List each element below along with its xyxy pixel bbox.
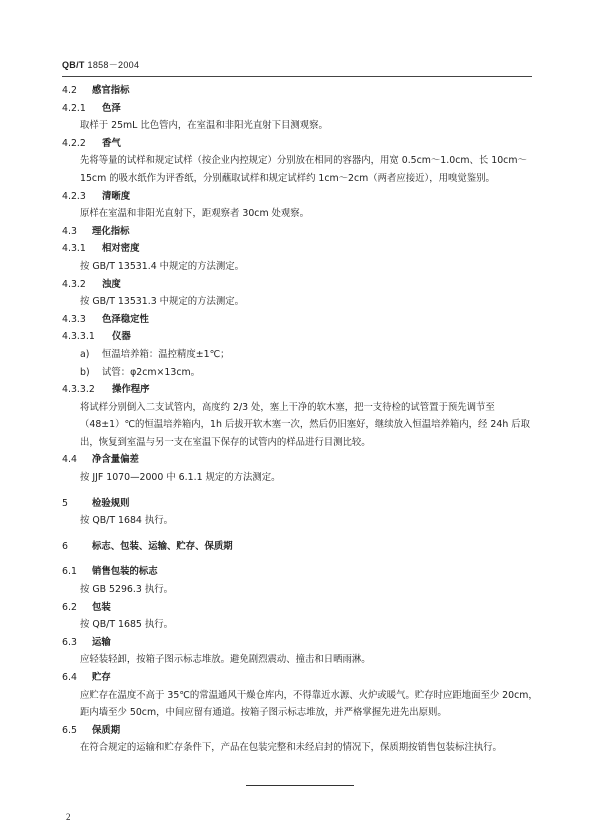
section-title: 色泽 bbox=[102, 102, 121, 114]
section-title: 检验规则 bbox=[92, 497, 130, 509]
paragraph: 将试样分别倒入二支试管内，高度约 2/3 处，塞上干净的软木塞，把一支待检的试管置于预先调节至（48±1）℃的恒温培养箱内，1h 后拔开软木塞一次，然后仍旧塞好，继续放入恒温培养箱内，经 24h 后取出，恢复到室温与另一支在室温下保存的试管内的样品进行目测比较。 bbox=[80, 401, 530, 448]
header-rule bbox=[62, 76, 532, 77]
section-title: 色泽稳定性 bbox=[102, 313, 149, 325]
list-item bbox=[62, 346, 540, 364]
section-title: 运输 bbox=[92, 636, 111, 648]
section-title: 香气 bbox=[102, 137, 121, 149]
section-title: 清晰度 bbox=[102, 190, 131, 202]
end-rule bbox=[246, 785, 354, 786]
section-number: 4.3.3.1 bbox=[62, 331, 95, 343]
section-title: 操作程序 bbox=[112, 384, 150, 396]
paragraph: 原样在室温和非阳光直射下，距观察者 30cm 处观察。 bbox=[80, 208, 310, 220]
section-title: 保质期 bbox=[92, 724, 121, 736]
section-title: 贮存 bbox=[92, 672, 111, 683]
paragraph: 按 QB/T 1685 执行。 bbox=[80, 619, 173, 631]
section-title: 理化指标 bbox=[92, 225, 130, 237]
section-heading bbox=[62, 82, 540, 100]
section-heading bbox=[62, 188, 540, 206]
paragraph: 按 QB/T 1684 执行。 bbox=[80, 515, 173, 527]
section-heading bbox=[62, 381, 540, 399]
document-body bbox=[62, 82, 540, 757]
section-heading bbox=[62, 223, 540, 241]
section-gap bbox=[62, 487, 540, 495]
section-heading bbox=[62, 599, 540, 617]
list-item-label: b) bbox=[80, 366, 90, 378]
section-heading bbox=[62, 495, 540, 513]
section-gap bbox=[62, 530, 540, 538]
section-title: 感官指标 bbox=[92, 85, 130, 96]
section-number: 6.4 bbox=[62, 672, 77, 683]
section-number: 4.2 bbox=[62, 85, 77, 96]
section-heading bbox=[62, 722, 540, 740]
section-heading bbox=[62, 135, 540, 153]
paragraph: 按 GB/T 13531.3 中规定的方法测定。 bbox=[80, 296, 245, 308]
standard-header bbox=[62, 58, 139, 71]
section-heading bbox=[62, 328, 540, 346]
section-heading bbox=[62, 451, 540, 469]
paragraph: 先将等量的试样和规定试样（按企业内控规定）分别放在相同的容器内，用宽 0.5cm～1.0cm、长 10cm～15cm 的吸水纸作为评香纸，分别蘸取试样和规定试样约 1cm～2cm（两者应接近），用嗅觉鉴别。 bbox=[80, 155, 527, 184]
section-number: 4.2.3 bbox=[62, 190, 86, 202]
section-heading bbox=[62, 240, 540, 258]
section-number: 6.3 bbox=[62, 636, 77, 648]
section-number: 6.5 bbox=[62, 724, 77, 736]
paragraph: 应贮存在温度不高于 35℃的常温通风干燥仓库内，不得靠近水源、火炉或暖气。贮存时应距地面至少 20cm，距内墙至少 50cm，中间应留有通道。按箱子图示标志堆放，并严格掌握先进先出原则。 bbox=[80, 689, 538, 719]
paragraph: 取样于 25mL 比色管内，在室温和非阳光直射下目测观察。 bbox=[80, 120, 328, 132]
section-title: 仪器 bbox=[112, 331, 131, 343]
section-heading bbox=[62, 100, 540, 118]
list-item-text: 恒温培养箱：温控精度±1℃； bbox=[102, 348, 230, 360]
list-item-text: 试管：φ2cm×13cm。 bbox=[102, 366, 201, 378]
page-number: 2 bbox=[66, 812, 71, 822]
section-gap bbox=[62, 555, 540, 563]
list-item-label: a) bbox=[80, 348, 90, 360]
section-number: 4.4 bbox=[62, 454, 77, 466]
section-heading bbox=[62, 634, 540, 652]
section-number: 6 bbox=[62, 540, 68, 552]
section-heading bbox=[62, 669, 540, 687]
section-title: 标志、包装、运输、贮存、保质期 bbox=[92, 540, 233, 552]
list-item bbox=[62, 364, 540, 382]
paragraph: 按 GB 5296.3 执行。 bbox=[80, 584, 173, 596]
section-title: 销售包装的标志 bbox=[92, 566, 158, 578]
section-heading bbox=[62, 276, 540, 294]
standard-code: QB/T bbox=[62, 60, 85, 70]
section-number: 4.2.2 bbox=[62, 137, 86, 149]
paragraph: 在符合规定的运输和贮存条件下，产品在包装完整和未经启封的情况下，保质期按销售包装标注执行。 bbox=[80, 742, 502, 754]
section-number: 4.3.2 bbox=[62, 278, 86, 290]
section-number: 4.3.3.2 bbox=[62, 384, 95, 396]
section-title: 包装 bbox=[92, 601, 111, 613]
standard-number: 1858－2004 bbox=[87, 60, 140, 70]
section-heading bbox=[62, 563, 540, 581]
section-number: 5 bbox=[62, 497, 68, 509]
section-number: 4.3 bbox=[62, 225, 77, 237]
paragraph: 按 GB/T 13531.4 中规定的方法测定。 bbox=[80, 260, 245, 272]
section-number: 6.2 bbox=[62, 601, 77, 613]
section-number: 4.3.1 bbox=[62, 243, 86, 255]
section-title: 相对密度 bbox=[102, 243, 140, 255]
paragraph: 应轻装轻卸，按箱子图示标志堆放。避免剧烈震动、撞击和日晒雨淋。 bbox=[80, 654, 371, 666]
section-number: 4.3.3 bbox=[62, 313, 86, 325]
section-title: 净含量偏差 bbox=[92, 454, 139, 466]
section-heading bbox=[62, 311, 540, 329]
section-number: 4.2.1 bbox=[62, 102, 86, 114]
section-title: 浊度 bbox=[102, 278, 121, 290]
section-number: 6.1 bbox=[62, 566, 77, 578]
paragraph: 按 JJF 1070—2000 中 6.1.1 规定的方法测定。 bbox=[80, 472, 281, 484]
section-heading bbox=[62, 538, 540, 556]
